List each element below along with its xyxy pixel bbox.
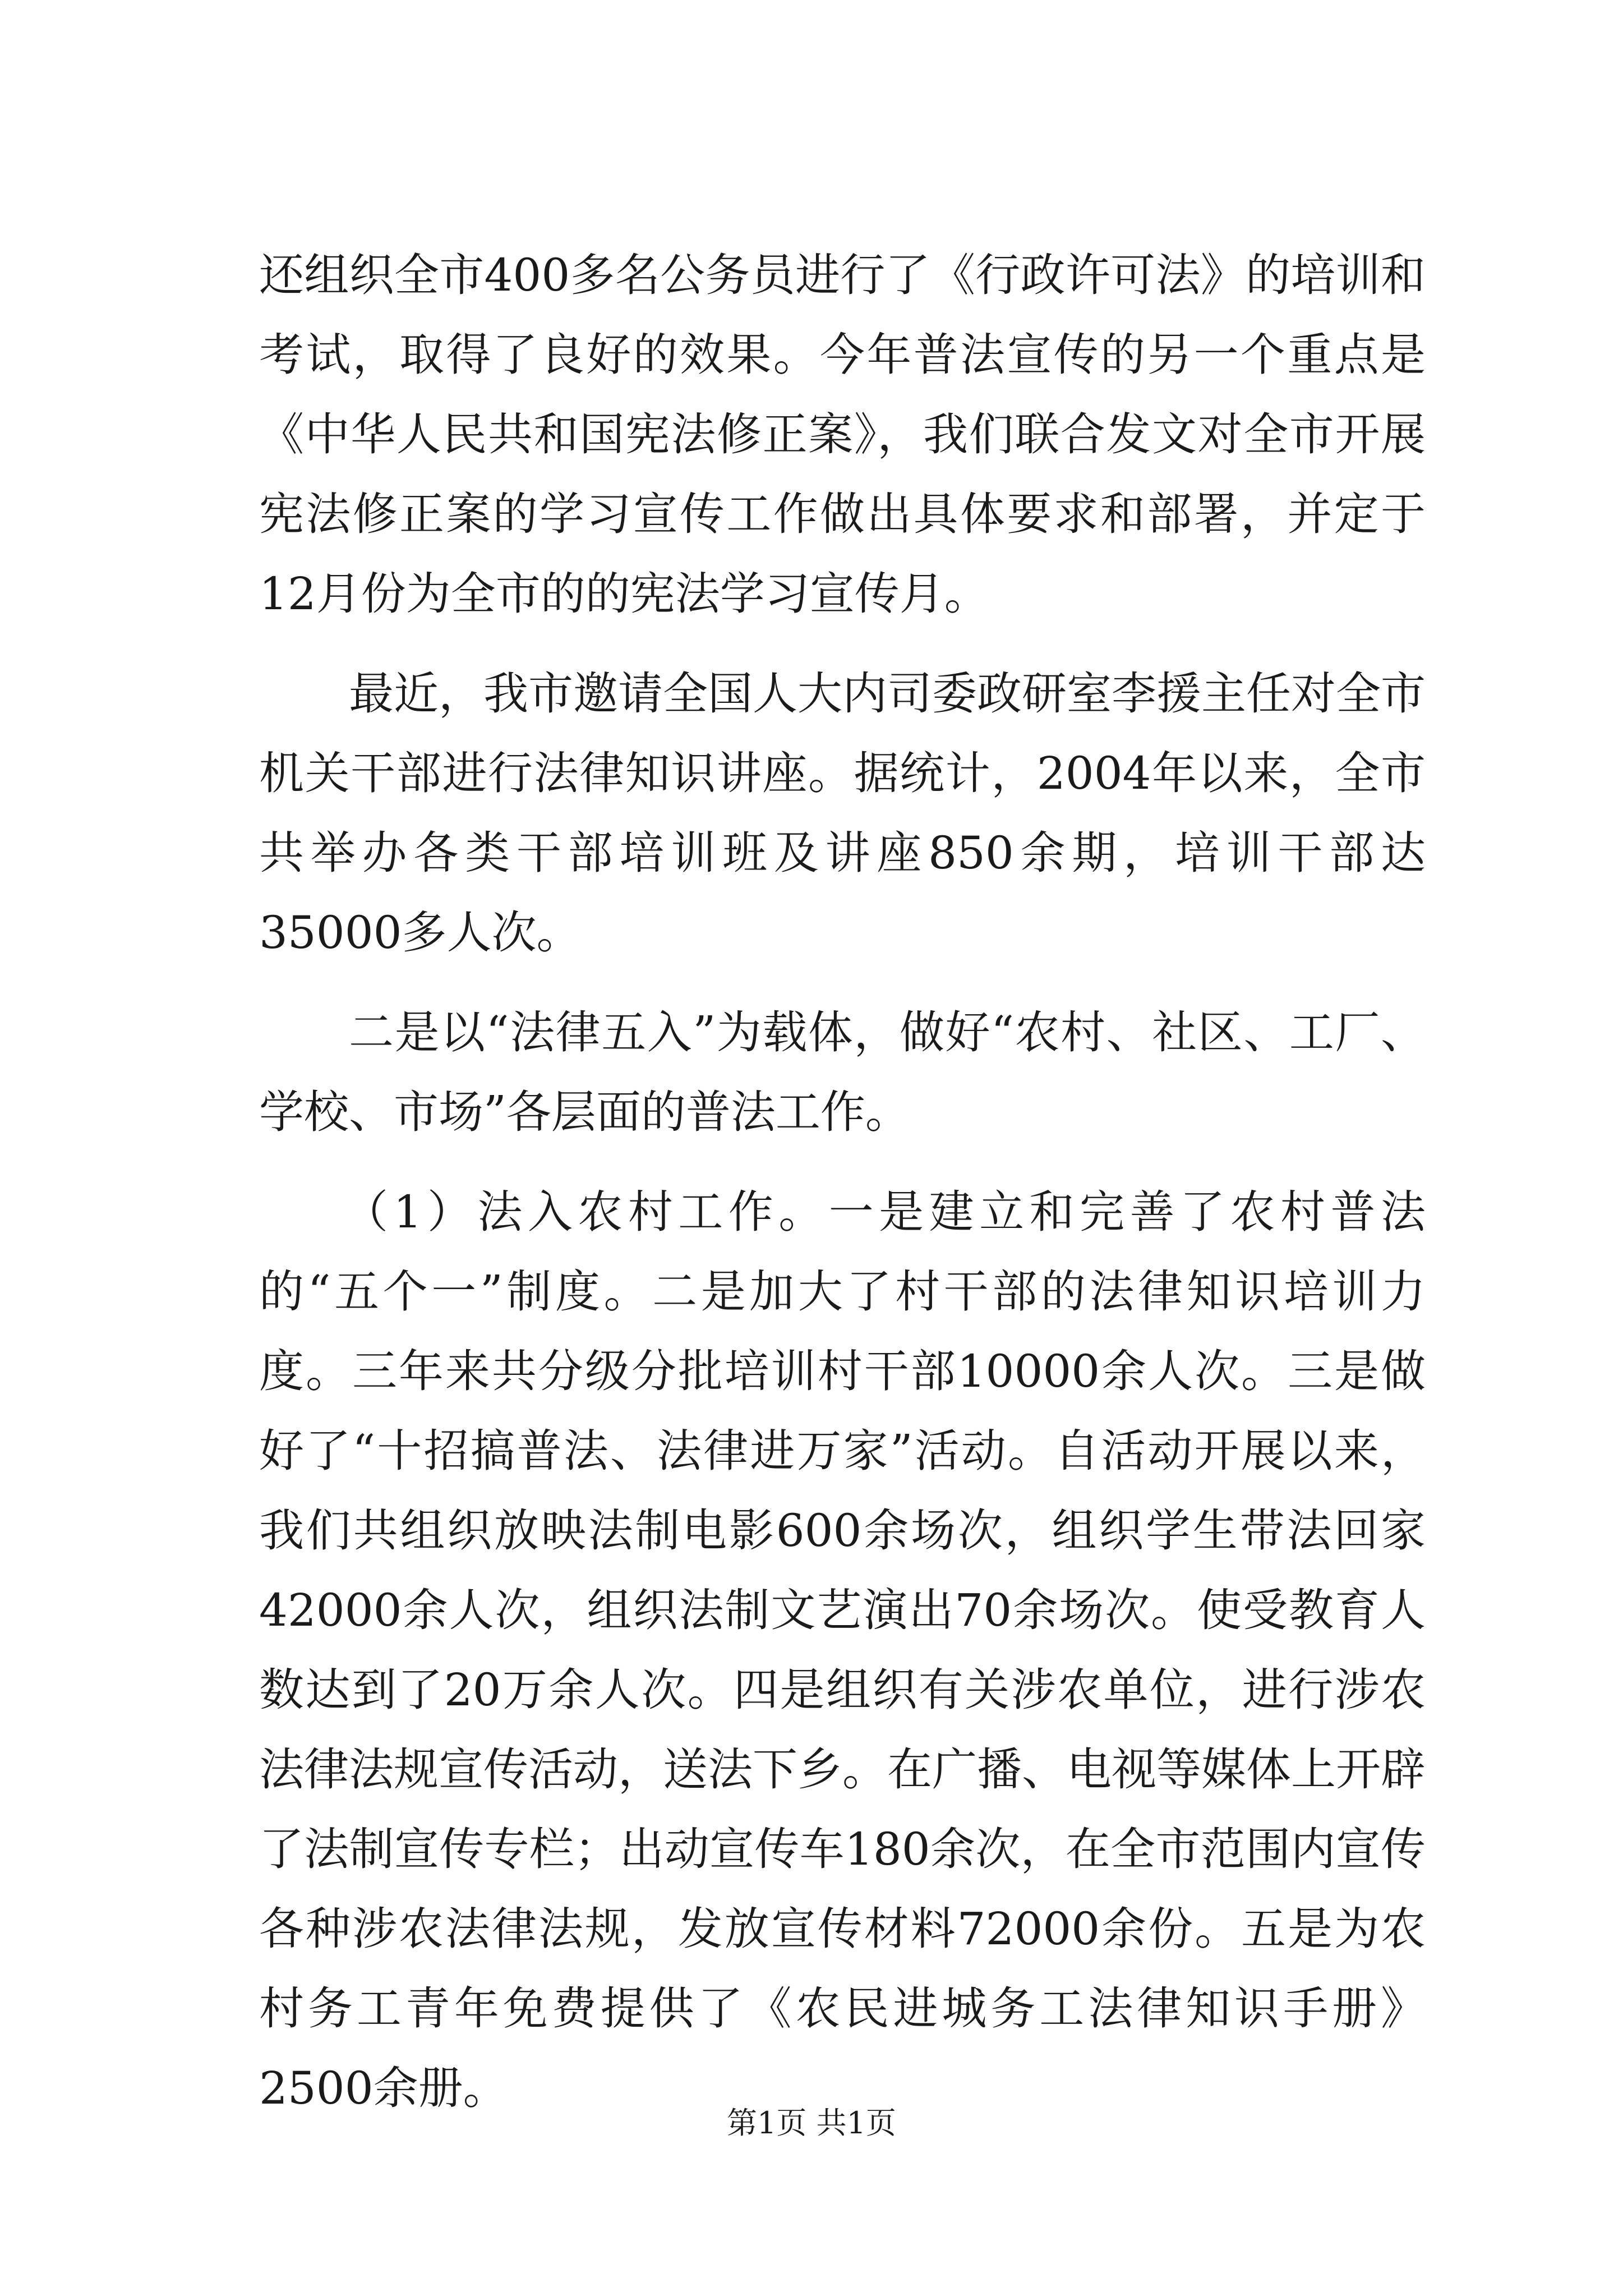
paragraph-1: 还组织全市400多名公务员进行了《行政许可法》的培训和考试，取得了良好的效果。今年普法宣传的另一个重点是《中华人民共和国宪法修正案》，我们联合发文对全市开展宪法修正案的学习宣传工作做出具体要求和部署，并定于12月份为全市的的宪法学习宣传月。 (259, 249, 1426, 620)
paragraph-2: 最近，我市邀请全国人大内司委政研室李援主任对全市机关干部进行法律知识讲座。据统计，2004年以来，全市共举办各类干部培训班及讲座850余期，培训干部达35000多人次。 (259, 668, 1426, 959)
page-footer: 第1页 共1页 (727, 2105, 896, 2141)
paragraph-4: （1）法入农村工作。一是建立和完善了农村普法的“五个一”制度。二是加大了村干部的法律知识培训力度。三年来共分级分批培训村干部10000余人次。三是做好了“十招搞普法、法律进万家”活动。自活动开展以来，我们共组织放映法制电影600余场次，组织学生带法回家42000余人次，组织法制文艺演出70余场次。使受教育人数达到了20万余人次。四是组织有关涉农单位，进行涉农法律法规宣传活动，送法下乡。在广播、电视等媒体上开辟了法制宣传专栏；出动宣传车180余次，在全市范围内宣传各种涉农法律法规，发放宣传材料72000余份。五是为农村务工青年免费提供了《农民进城务工法律知识手册》2500余册。 (259, 1186, 1426, 2114)
document-body (259, 236, 1426, 2148)
paragraph-3: 二是以“法律五入”为载体，做好“农村、社区、工厂、学校、市场”各层面的普法工作。 (259, 1006, 1426, 1138)
